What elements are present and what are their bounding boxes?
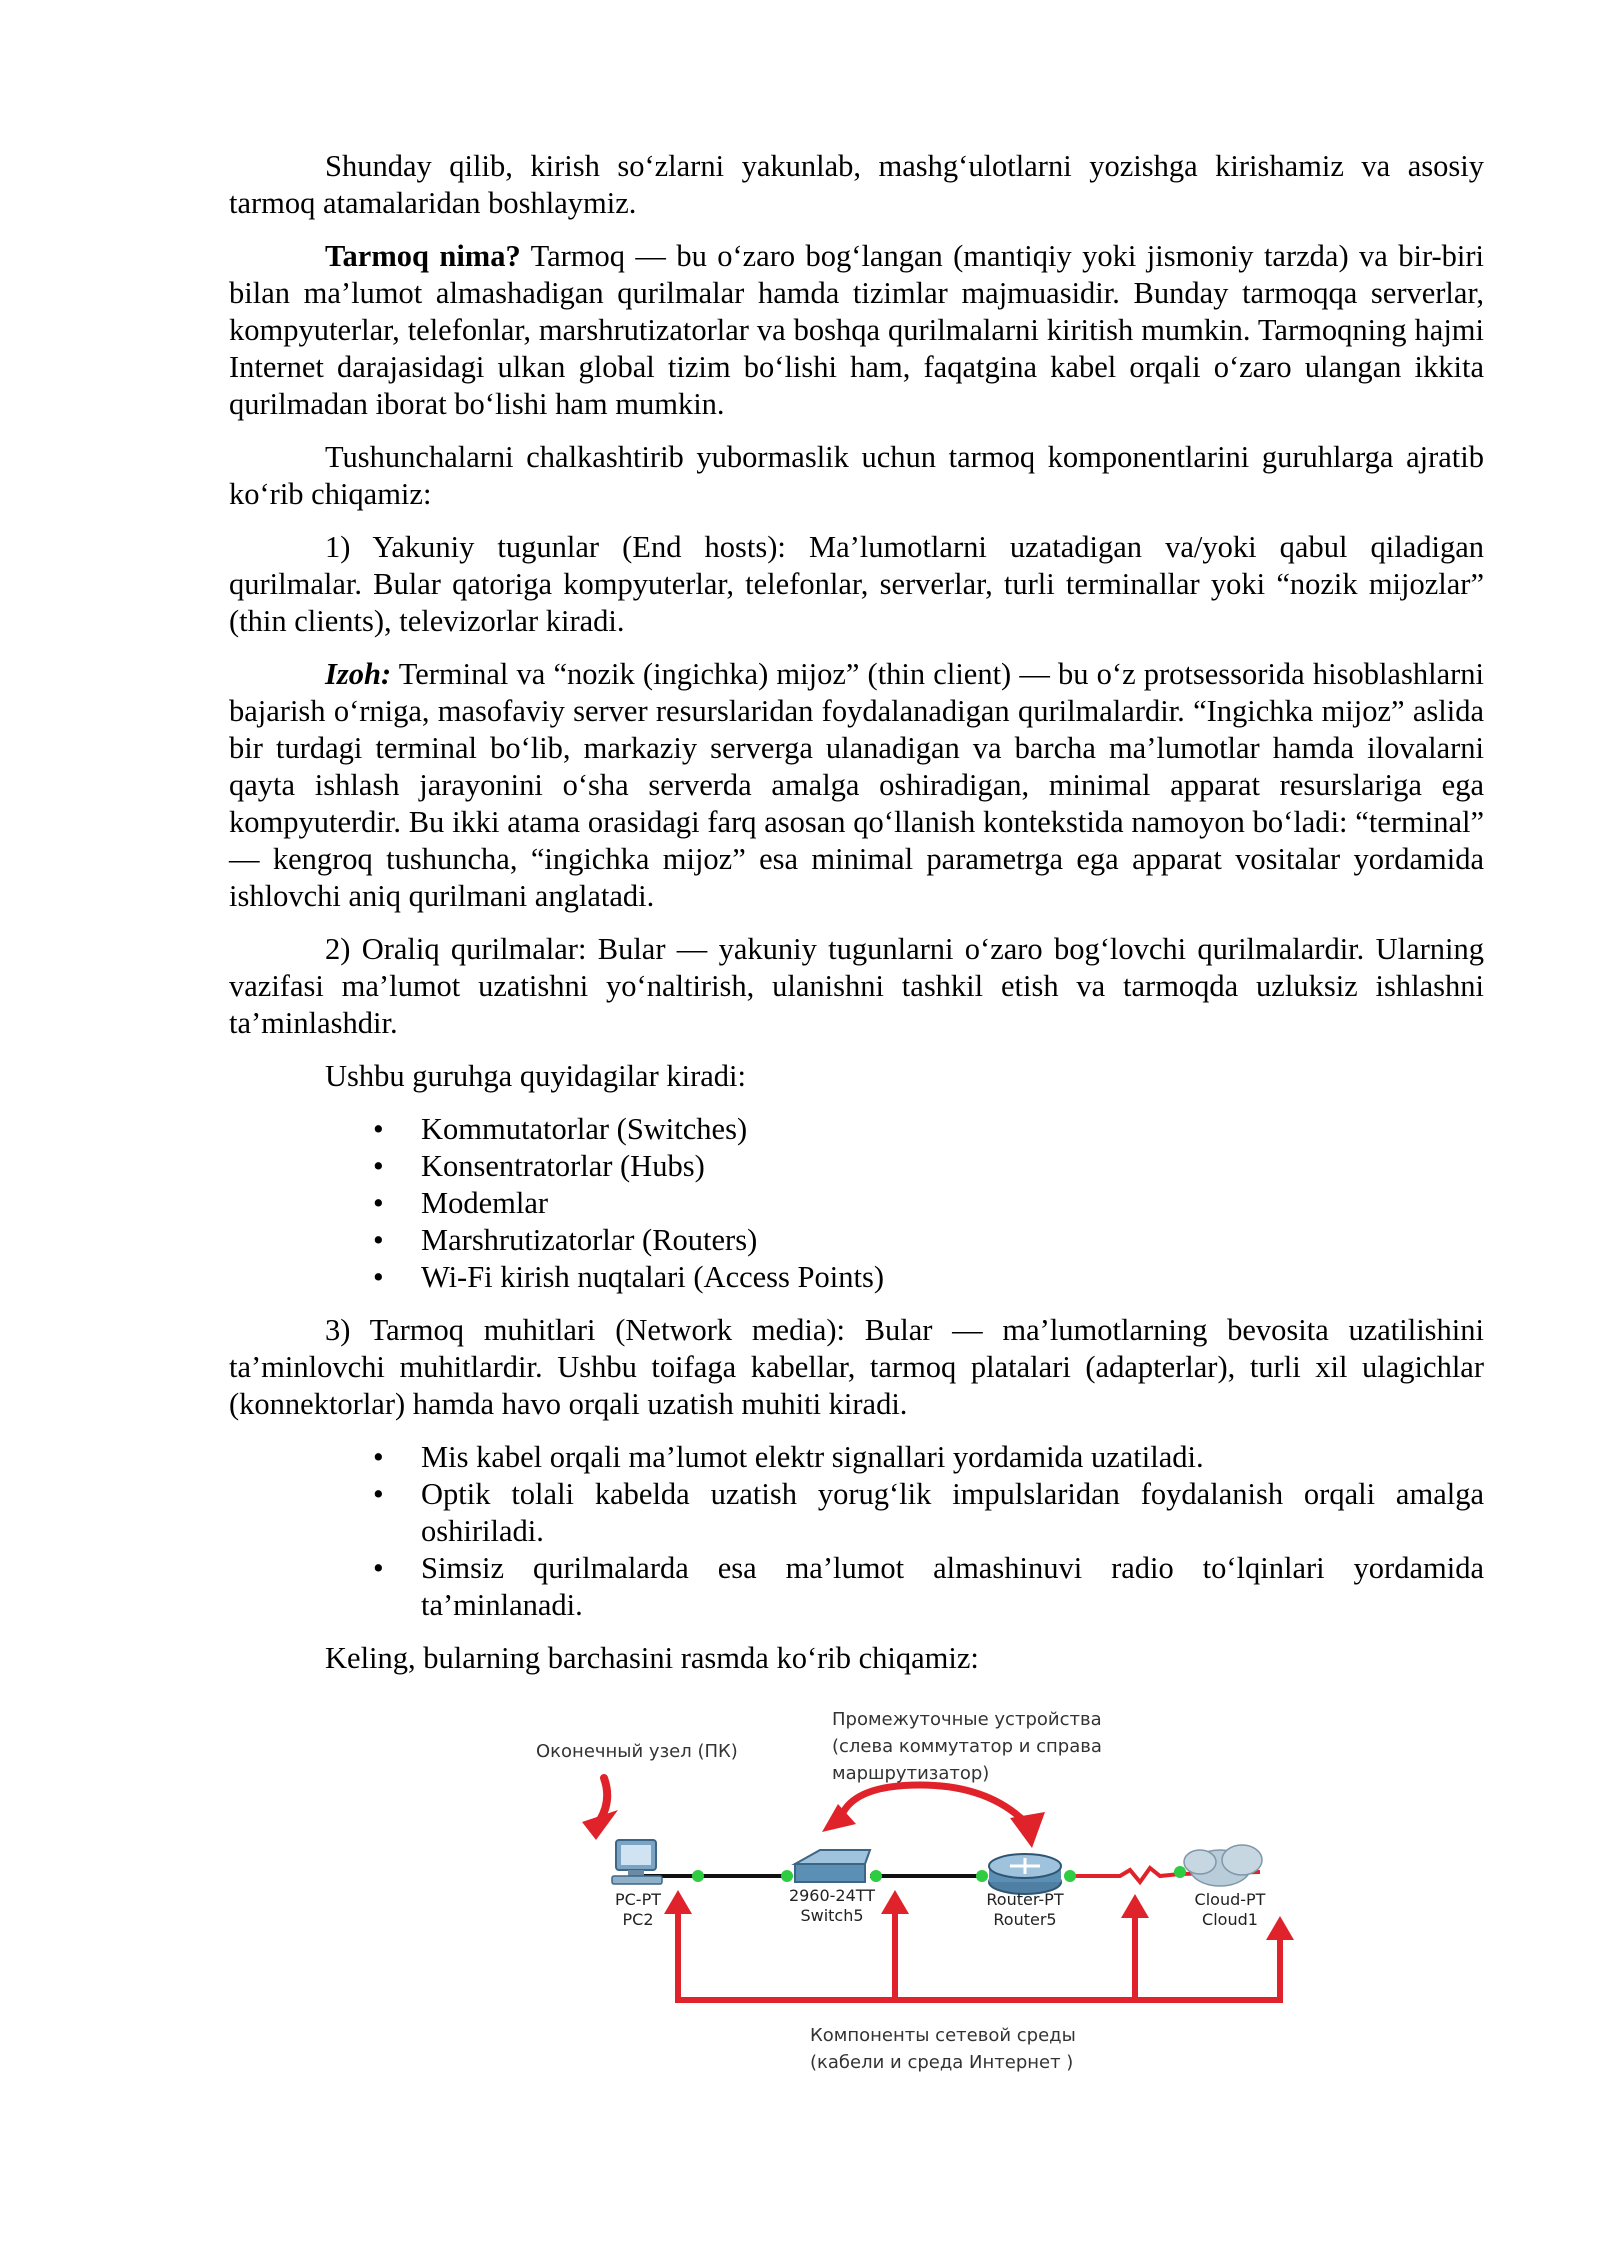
- port-dot: [692, 1870, 704, 1882]
- label-end-node: Оконечный узел (ПК): [536, 1741, 738, 1762]
- port-dot: [781, 1870, 793, 1882]
- port-dot: [870, 1870, 882, 1882]
- media-list: [229, 1439, 1484, 1624]
- label-intermediate-devices: Промежуточные устройства (слева коммутатор и справа маршрутизатор): [832, 1709, 1102, 1784]
- cloud-model: Cloud-PT: [1194, 1890, 1266, 1909]
- paragraph-text: Terminal va “nozik (ingichka) mijoz” (thin client) — bu o‘z protsessorida hisoblashlarni bajarish o‘rniga, masofaviy server resurslaridan foydalanadigan qurilmalardir. “Ingichka mijoz” aslida bir turdagi terminal bo‘lib, markaziy serverga ulanadigan va barcha ma’lumotlar hamda ilovalarni qayta ishlash jarayonini o‘sha serverda amalga oshiradigan, minimal apparat resurslariga ega kompyuterdir. Bu ikki atama orasidagi farq asosan qo‘llanish kontekstida namoyon bo‘ladi: “terminal” — kengroq tushuncha, “ingichka mijoz” esa minimal parametrga ega apparat vositalar yordamida ishlovchi aniq qurilmani anglatadi.: [229, 657, 1484, 913]
- list-item: • Modemlar: [421, 1185, 1484, 1222]
- paragraph-groups-intro: Tushunchalarni chalkashtirib yubormaslik uchun tarmoq komponentlarini guruhlarga ajratib ko‘rib chiqamiz:: [229, 440, 1484, 511]
- list-item: • Optik tolali kabelda uzatish yorug‘lik impulslaridan foydalanish orqali amalga oshiriladi.: [421, 1476, 1484, 1550]
- arrowhead-left: [822, 1804, 856, 1832]
- port-dot: [1064, 1870, 1076, 1882]
- cloud-icon: [1184, 1845, 1262, 1886]
- paragraph-note: [229, 656, 1484, 915]
- document-body: [229, 148, 1484, 1693]
- arrow-end-node: [600, 1778, 607, 1820]
- paragraph-figure-intro: Keling, bularning barchasini rasmda ko‘rib chiqamiz:: [325, 1641, 979, 1675]
- switch-model: 2960-24TT: [788, 1886, 876, 1905]
- switch-label: [782, 1886, 882, 1926]
- list-item: • Kommutatorlar (Switches): [421, 1111, 1484, 1148]
- list-item: • Simsiz qurilmalarda esa ma’lumot almashinuvi radio to‘lqinlari yordamida ta’minlanadi.: [421, 1550, 1484, 1624]
- arrowhead-media-switch: [881, 1890, 909, 1914]
- device-list: [229, 1111, 1484, 1296]
- list-item: • Wi-Fi kirish nuqtalari (Access Points): [421, 1259, 1484, 1296]
- pc-icon: [612, 1840, 662, 1884]
- paragraph-network-definition: [229, 238, 1484, 423]
- switch-icon: [795, 1850, 870, 1882]
- paragraph-intro: Shunday qilib, kirish so‘zlarni yakunlab, mashg‘ulotlarni yozishga kirishamiz va asosiy tarmoq atamalaridan boshlaymiz.: [229, 149, 1484, 220]
- pc-label: [588, 1890, 688, 1930]
- router-name: Router5: [993, 1910, 1057, 1929]
- port-dot: [1174, 1866, 1186, 1878]
- note-label: Izoh:: [325, 657, 392, 691]
- router-label: [975, 1890, 1075, 1930]
- arrowhead-right: [1010, 1812, 1045, 1848]
- pc-name: PC2: [622, 1910, 654, 1929]
- label-network-media: Компоненты сетевой среды (кабели и среда Интернет ): [810, 2025, 1076, 2073]
- paragraph-end-hosts: 1) Yakuniy tugunlar (End hosts): Ma’lumotlarni uzatadigan va/yoki qabul qiladigan qurilmalar. Bular qatoriga kompyuterlar, telefonlar, serverlar, turli terminallar yoki “nozik mijozlar” (thin clients), televizorlar kiradi.: [229, 530, 1484, 638]
- switch-name: Switch5: [800, 1906, 864, 1925]
- router-icon: [989, 1854, 1061, 1894]
- list-item: • Marshrutizatorlar (Routers): [421, 1222, 1484, 1259]
- port-dot: [976, 1870, 988, 1882]
- arrowhead-media-router: [1121, 1894, 1149, 1918]
- cloud-name: Cloud1: [1202, 1910, 1258, 1929]
- paragraph-group-list-intro: Ushbu guruhga quyidagilar kiradi:: [325, 1059, 746, 1093]
- paragraph-text: Tarmoq — bu o‘zaro bog‘langan (mantiqiy yoki jismoniy tarzda) va bir-biri bilan ma’lumot almashadigan qurilmalar hamda tizimlar majmuasidir. Bunday tarmoqqa serverlar, kompyuterlar, telefonlar, marshrutizatorlar va boshqa qurilmalarni kiritish mumkin. Tarmoqning hajmi Internet darajasidagi ulkan global tizim bo‘lishi ham, faqatgina kabel orqali o‘zaro ulangan ikkita qurilmadan iborat bo‘lishi ham mumkin.: [229, 239, 1485, 421]
- list-item: • Mis kabel orqali ma’lumot elektr signallari yordamida uzatiladi.: [421, 1439, 1484, 1476]
- paragraph-intermediate-devices: 2) Oraliq qurilmalar: Bular — yakuniy tugunlarni o‘zaro bog‘lovchi qurilmalardir. Ularning vazifasi ma’lumot uzatishni yo‘naltirish, ulanishni tashkil etish va tarmoqda uzluksiz ishlashni ta’minlashdir.: [229, 932, 1484, 1040]
- arrow-intermediate: [840, 1785, 1028, 1825]
- term-heading: Tarmoq nima?: [325, 239, 521, 273]
- paragraph-network-media: 3) Tarmoq muhitlari (Network media): Bular — ma’lumotlarning bevosita uzatilishini ta’minlovchi muhitlardir. Ushbu toifaga kabellar, tarmoq platalari (adapterlar), turli xil ulagichlar (konnektorlar) hamda havo orqali uzatish muhiti kiradi.: [229, 1313, 1484, 1421]
- list-item: • Konsentratorlar (Hubs): [421, 1148, 1484, 1185]
- network-diagram-figure: [520, 1700, 1300, 2090]
- cloud-label: [1180, 1890, 1280, 1930]
- pc-model: PC-PT: [614, 1890, 661, 1909]
- router-model: Router-PT: [986, 1890, 1064, 1909]
